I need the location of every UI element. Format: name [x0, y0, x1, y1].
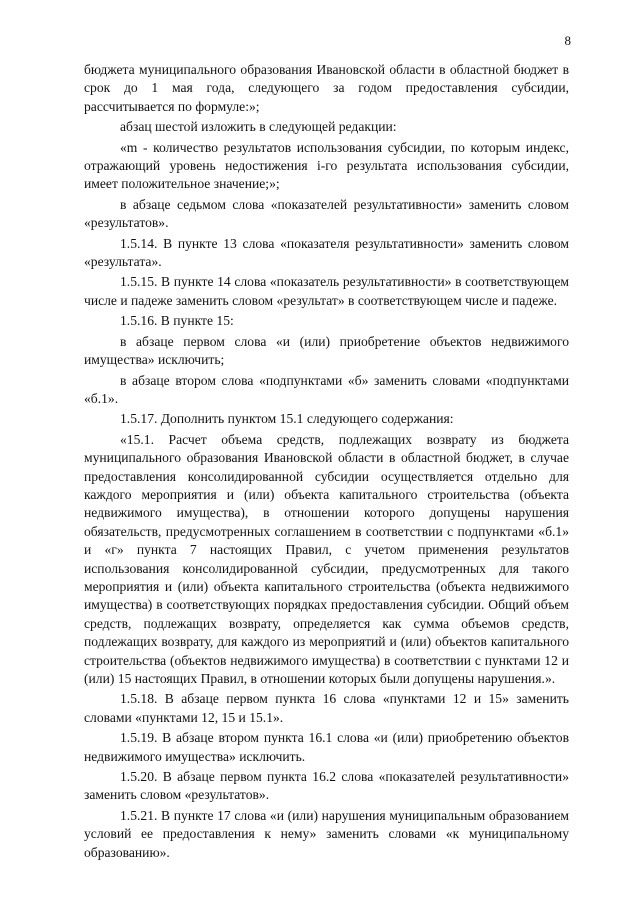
paragraph-1-5-14: 1.5.14. В пункте 13 слова «показателя результативности» заменить словом «результата». — [84, 235, 569, 270]
paragraph-formula-m: «m - количество результатов использования субсидии, по которым индекс, отражающий уровень недостижения i-го результата использования субсидии, имеет положительное значение;»; — [84, 139, 569, 192]
paragraph-1-5-19: 1.5.19. В абзаце втором пункта 16.1 слова «и (или) приобретению объектов недвижимого имущества» исключить. — [84, 730, 569, 764]
paragraph-continuation: бюджета муниципального образования Ивановской области в областной бюджет в срок до 1 мая года, следующего за годом предоставления субсидии, рассчитывается по формуле:»; — [84, 62, 569, 114]
paragraph-abzac-shestoy: абзац шестой изложить в следующей редакции: — [120, 119, 397, 135]
paragraph-1-5-16: 1.5.16. В пункте 15: — [120, 313, 234, 329]
paragraph-1-5-18: 1.5.18. В абзаце первом пункта 16 слова «пунктами 12 и 15» заменить словами «пунктами 12, 15 и 15.1». — [84, 691, 569, 725]
paragraph-15-1: «15.1. Расчет объема средств, подлежащих возврату из бюджета муниципального образования Ивановской области в областной бюджет, в случае предоставления консолидированной субсидии осуществляется отдельно для каждого мероприятия и (или) объекта капитального строительства (объекта недвижимого имущества), в отношении которого допущены нарушения обязательств, предусмотренных соглашением в соответствии с подпунктами «б.1» и «г» пункта 7 настоящих Правил, с учетом применения результатов использования консолидированной субсидии, предусмотренных для такого мероприятия и (или) объекта капитального строительства (объекта недвижимого имущества) в соответствующих порядках предоставления субсидии. Общий объем средств, подлежащих возврату, определяется как сумма объемов средств, подлежащих возврату, для каждого из мероприятий и (или) объектов капитального строительства (объектов недвижимого имущества) в соответствии с пунктами 12 и (или) 15 настоящих Правил, в отношении которых были допущены нарушения.». — [84, 431, 569, 686]
paragraph-abzac-sedmoy: в абзаце седьмом слова «показателей результативности» заменить словом «результатов». — [84, 196, 569, 231]
paragraph-abzac-vtoroy: в абзаце втором слова «подпунктами «б» заменить словами «подпунктами «б.1». — [84, 372, 569, 406]
document-body — [84, 61, 569, 864]
paragraph-abzac-pervyy: в абзаце первом слова «и (или) приобретение объектов недвижимого имущества» исключить; — [84, 333, 569, 368]
paragraph-1-5-21: 1.5.21. В пункте 17 слова «и (или) нарушения муниципальным образованием условий ее предоставления к нему» заменить словами «к муниципальному образованию». — [84, 807, 569, 860]
paragraph-1-5-20: 1.5.20. В абзаце первом пункта 16.2 слова «показателей результативности» заменить словом «результатов». — [84, 769, 569, 803]
paragraph-1-5-17: 1.5.17. Дополнить пунктом 15.1 следующего содержания: — [120, 411, 454, 427]
paragraph-1-5-15: 1.5.15. В пункте 14 слова «показатель результативности» в соответствующем числе и падеже заменить словом «результат» в соответствующем числе и падеже. — [84, 274, 569, 308]
page-number: 8 — [564, 33, 571, 48]
